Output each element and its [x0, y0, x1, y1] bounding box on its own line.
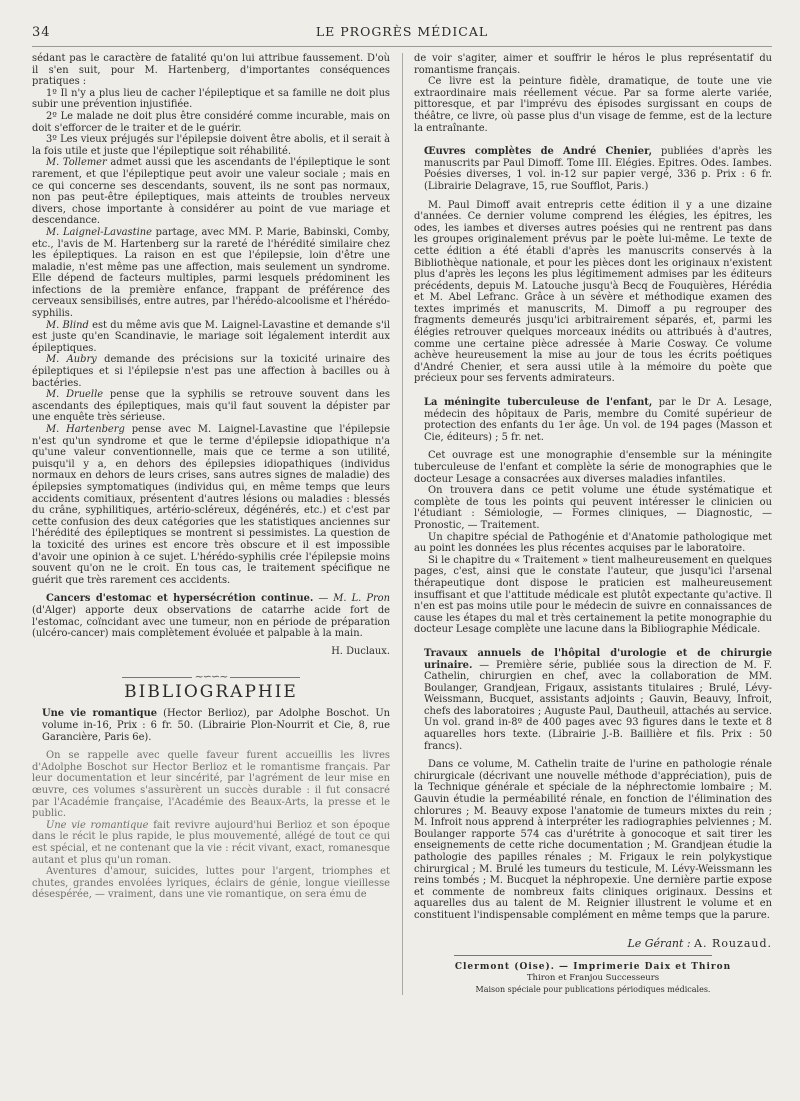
article-title: Cancers d'estomac et hypersécrétion continue. [46, 593, 314, 605]
two-column-body [32, 53, 772, 995]
book-title: Une vie romantique [42, 708, 158, 720]
speaker-name: M. Laignel-Lavastine [46, 226, 152, 238]
paragraph: sédant pas le caractère de fatalité qu'on lui attribue faussement. D'où il s'en suit, pour M. Hartenberg, d'importantes conséquences pratiques : [32, 53, 390, 88]
divider [454, 955, 712, 956]
paragraph: Un chapitre spécial de Pathogénie et d'Anatomie pathologique met au point les données les plus récentes acquises par le laboratoire. [414, 531, 772, 555]
gerant-name: A. Rouzaud. [694, 936, 772, 950]
speaker-name: M. Aubry [46, 354, 97, 366]
left-column [32, 53, 390, 995]
speaker-name: M. Hartenberg [46, 424, 125, 435]
paragraph: Cet ouvrage est une monographie d'ensemble sur la méningite tuberculeuse de l'enfant et complète la série de monographies que le docteur Lesage a consacrées aux diverses maladies infantiles. [414, 450, 772, 485]
book-title: La méningite tuberculeuse de l'enfant, [424, 397, 653, 409]
page-number: 34 [32, 25, 51, 40]
book-title: Travaux annuels de l'hôpital d'urologie et de chirurgie urinaire. [424, 647, 772, 671]
signature: H. Duclaux. [331, 645, 390, 657]
paragraph: M. Paul Dimoff avait entrepris cette édition il y a une dizaine d'années. Ce dernier volume comprend les élégies, les épitres, les odes, les iambes et diverses autres poésies qui ne rentrent pas dans les groupes originalement prévus par le poète lui-même. Le texte de cette édition a été établi d'après les manuscrits conservés à la Bibliothèque nationale, et pour les pièces dont les originaux n'existent plus d'après les leçons les plus légitimement admises par les éditeurs précédents, depuis M. Latouche jusqu'à Becq de Fouquières, Hérédia et M. Abel Lefranc. Grâce à un sévère et méthodique examen des textes imprimés et manuscrits, M. Dimoff a pu regrouper des fragments demeurés jusqu'ici arbitrairement séparés, et, parmi les élégies retrouver quelques morceaux inédits ou attribués à d'autres, comme une certaine pièce adressée à Marie Cosway. Ce volume achève heureusement la mise au jour de tous les écrits poétiques d'André Chenier, et sera aussi utile à la mémoire du poète que précieux pour ses fervents admirateurs. [414, 199, 772, 385]
gerant-line: Le Gérant : A. Rouzaud. [627, 936, 772, 950]
section-title: BIBLIOGRAPHIE [124, 681, 298, 702]
right-column [414, 53, 772, 995]
paragraph: Ce livre est la peinture fidèle, dramatique, de toute une vie extraordinaire mais réellement vécue. Par sa forme alerte variée, pittoresque, et par l'imprévu des épisodes surgissant en coups de théâtre, ce livre, où passe plus d'un visage de femme, est de la lecture la entraînante. [414, 76, 772, 134]
paragraph: 3º Les vieux préjugés sur l'épilepsie doivent être abolis, et il serait à la fois utile et juste que l'épileptique soit réhabilité. [32, 134, 390, 157]
paragraph: M. Aubry demande des précisions sur la toxicité urinaire des épileptiques et si l'épilepsie n'est pas une affection à bacilles ou à bactéries. [32, 354, 390, 389]
speaker-name: M. Tollemer [46, 157, 107, 169]
paragraph: Si le chapitre du « Traitement » tient malheureusement en quelques pages, c'est, ainsi que le constate l'auteur, que jusqu'ici l'arsenal thérapeutique dont dispose le praticien est malheureusement insuffisant et que l'attitude médicale est plutôt expectante qu'active. Il n'en est pas moins utile pour le médecin de suivre en connaissances de cause les étapes du mal et très certainement la petite monographie du docteur Lesage complète une lacune dans la Bibliographie Médicale. [414, 554, 772, 636]
paragraph: Dans ce volume, M. Cathelin traite de l'urine en pathologie rénale chirurgicale (décrivant une nouvelle méthode d'appréciation), puis de la Technique générale et spéciale de la néphrectomie lombaire ; M. Gauvin étudie la perméabilité rénale, en fonction de l'élimination des chlorures ; M. Beauvy expose l'anatomie de tumeurs mixtes du rein ; M. Infroit nous apprend à interpréter les radiographies pelviennes ; M. Boulanger rapporte 574 cas d'urétrite à gonocoque et sait tirer les enseignements de cette riche documentation ; M. Grandjean étudie la pathologie des papilles rénales ; M. Frigaux le rein polykystique chirurgical ; M. Brulé les tumeurs du testicule, M. Lévy-Weissmann les reins tombés ; M. Bucquet la néphropexie. Une dernière partie expose et commente de nombreux faits cliniques originaux. Dessins et aquarelles dus au talent de M. Reignier illustrent le volume et en constituent l'indispensable complément en même temps que la parure. [414, 759, 772, 921]
book-reference: Œuvres complètes de André Chenier, publiées d'après les manuscrits par Paul Dimoff. Tome III. Elégies. Epitres. Odes. Iambes. Poésies diverses, 1 vol. in-12 sur papier vergé, 336 p. Prix : 6 fr. (Librairie Delagrave, 15, rue Soufflot, Paris.) [424, 146, 772, 192]
book-title: Œuvres complètes de André Chenier, [424, 146, 653, 158]
book-reference: La méningite tuberculeuse de l'enfant, par le Dr A. Lesage, médecin des hôpitaux de Paris, membre du Comité supérieur de protection des enfants du 1er âge. Un vol. de 194 pages (Masson et Cie, éditeurs) ; 5 fr. net. [424, 397, 772, 443]
paragraph: de voir s'agiter, aimer et souffrir le héros le plus représentatif du romantisme français. [414, 53, 772, 76]
paragraph: 1º Il n'y a plus lieu de cacher l'épileptique et sa famille ne doit plus subir une prévention injustifiée. [32, 87, 390, 111]
printer-imprint: Clermont (Oise). — Imprimerie Daix et Thiron Thiron et Franjou Successeurs Maison spéciale pour publications périodiques médicales. [454, 962, 732, 995]
column-rule [402, 53, 403, 995]
paragraph: M. Tollemer admet aussi que les ascendants de l'épileptique le sont rarement, et que l'épileptique peut avoir une valeur sociale ; mais en ce qui concerne ses descendants, souvent, ils ne sont pas normaux, non pas peut-être épileptiques, mais atteints de troubles nerveux divers, chose importante à considérer au point de vue mariage et descendance. [32, 157, 390, 227]
paragraph: Une vie romantique fait revivre aujourd'hui Berlioz et son époque dans le récit le plus rapide, le plus mouvementé, allégé de tout ce qui est spécial, et ne contenant que la vie : récit vivant, exact, romanesque autant et plus qu'un roman. [32, 819, 390, 866]
paragraph: 2º Le malade ne doit plus être considéré comme incurable, mais on doit s'efforcer de le traiter et de le guérir. [32, 110, 390, 134]
paragraph: M. Hartenberg pense avec M. Laignel-Lavastine que l'épilepsie n'est qu'un syndrome et que le terme d'épilepsie idiopathique n'a qu'une valeur conventionnelle, mais que ce terme a son utilité, puisqu'il y a, en dehors des épilepsies idiopathiques (individus normaux en dehors de leurs crises, sans autres signes de maladie) des épilepsies symptomatiques (individus qui, en même temps que leurs accidents comitiaux, présentent d'autres lésions ou maladies : blessés du crâne, syphilitiques, artério-scléreux, dégénérés, etc.) et c'est par cette confusion des deux catégories que les statistiques anciennes sur l'hérédité des épileptiques se montrent si pessimistes. La question de la toxicité des urines est encore très obscure et il est impossible d'avoir une opinion à ce sujet. L'hérédo-syphilis crée l'épilepsie moins souvent qu'on ne le croit. En tous cas, le traitement spécifique ne guérit que très rarement ces accidents. [32, 424, 390, 586]
speaker-name: M. Blind [46, 319, 89, 331]
book-reference: Travaux annuels de l'hôpital d'urologie et de chirurgie urinaire. — Première série, publiée sous la direction de M. F. Cathelin, chirurgien en chef, avec la collaboration de MM. Boulanger, Grandjean, Frigaux, assistants titulaires ; Brulé, Lévy-Weissmann, Bucquet, assistants adjoints ; Gauvin, Beauvy, Infroit, chefs des laboratoires ; Auguste Paul, Dautheuil, attachés au service. Un vol. grand in-8º de 400 pages avec 93 figures dans le texte et 8 aquarelles hors texte. (Librairie J.-B. Baillière et fils. Prix : 50 francs). [424, 647, 772, 752]
running-title: LE PROGRÈS MÉDICAL [315, 24, 489, 39]
page-header [32, 24, 772, 47]
ornament-divider: ~∽∽~ [32, 671, 390, 683]
paragraph: M. Druelle pense que la syphilis se retrouve souvent dans les ascendants des épileptiques, mais qu'il faut souvent la dépister par une enquête très sérieuse. [32, 389, 390, 424]
paragraph: M. Laignel-Lavastine partage, avec MM. P. Marie, Babinski, Comby, etc., l'avis de M. Hartenberg sur la rareté de l'hérédité similaire chez les épileptiques. La raison en est que l'épilepsie, loin d'être une maladie, n'est même pas une affection, mais seulement un syndrome. Elle dépend de facteurs multiples, parmi lesquels prédominent les infections de la première enfance, frappant de préférence des cerveaux sensibilisés, entre autres, par l'hérédo-alcoolisme et l'hérédo-syphilis. [32, 226, 391, 320]
paragraph: On trouvera dans ce petit volume une étude systématique et complète de tous les points qui peuvent intéresser le clinicien ou l'étudiant : Sémiologie, — Formes cliniques, — Diagnostic, — Pronostic, — Traitement. [414, 485, 772, 531]
paragraph: Aventures d'amour, suicides, luttes pour l'argent, triomphes et chutes, grandes envolées lyriques, éclairs de génie, longue vieillesse désespérée, — vraiment, dans une vie romantique, on sera ému de [32, 866, 390, 901]
paragraph: On se rappelle avec quelle faveur furent accueillis les livres d'Adolphe Boschot sur Hector Berlioz et le romantisme français. Par leur documentation et leur sincérité, par l'agrément de leur mise en œuvre, ces volumes s'assurèrent un succès durable : il fut consacré par l'Académie française, l'Académie des Beaux-Arts, la presse et le public. [32, 750, 390, 820]
book-reference: Une vie romantique (Hector Berlioz), par Adolphe Boschot. Un volume in-16, Prix : 6 fr. 50. (Librairie Plon-Nourrit et Cie, 8, rue Garancière, Paris 6e). [42, 708, 390, 743]
paragraph: Cancers d'estomac et hypersécrétion continue. — M. L. Pron (d'Alger) apporte deux observations de catarrhe acide fort de l'estomac, coïncidant avec une tumeur, non en période de préparation (ulcéro-cancer) mais complètement évoluée et palpable à la main. [32, 593, 390, 640]
paragraph: M. Blind est du même avis que M. Laignel-Lavastine et demande s'il est juste qu'en Scandinavie, le mariage soit légalement interdit aux épileptiques. [32, 319, 390, 354]
speaker-name: M. Druelle [46, 389, 104, 401]
